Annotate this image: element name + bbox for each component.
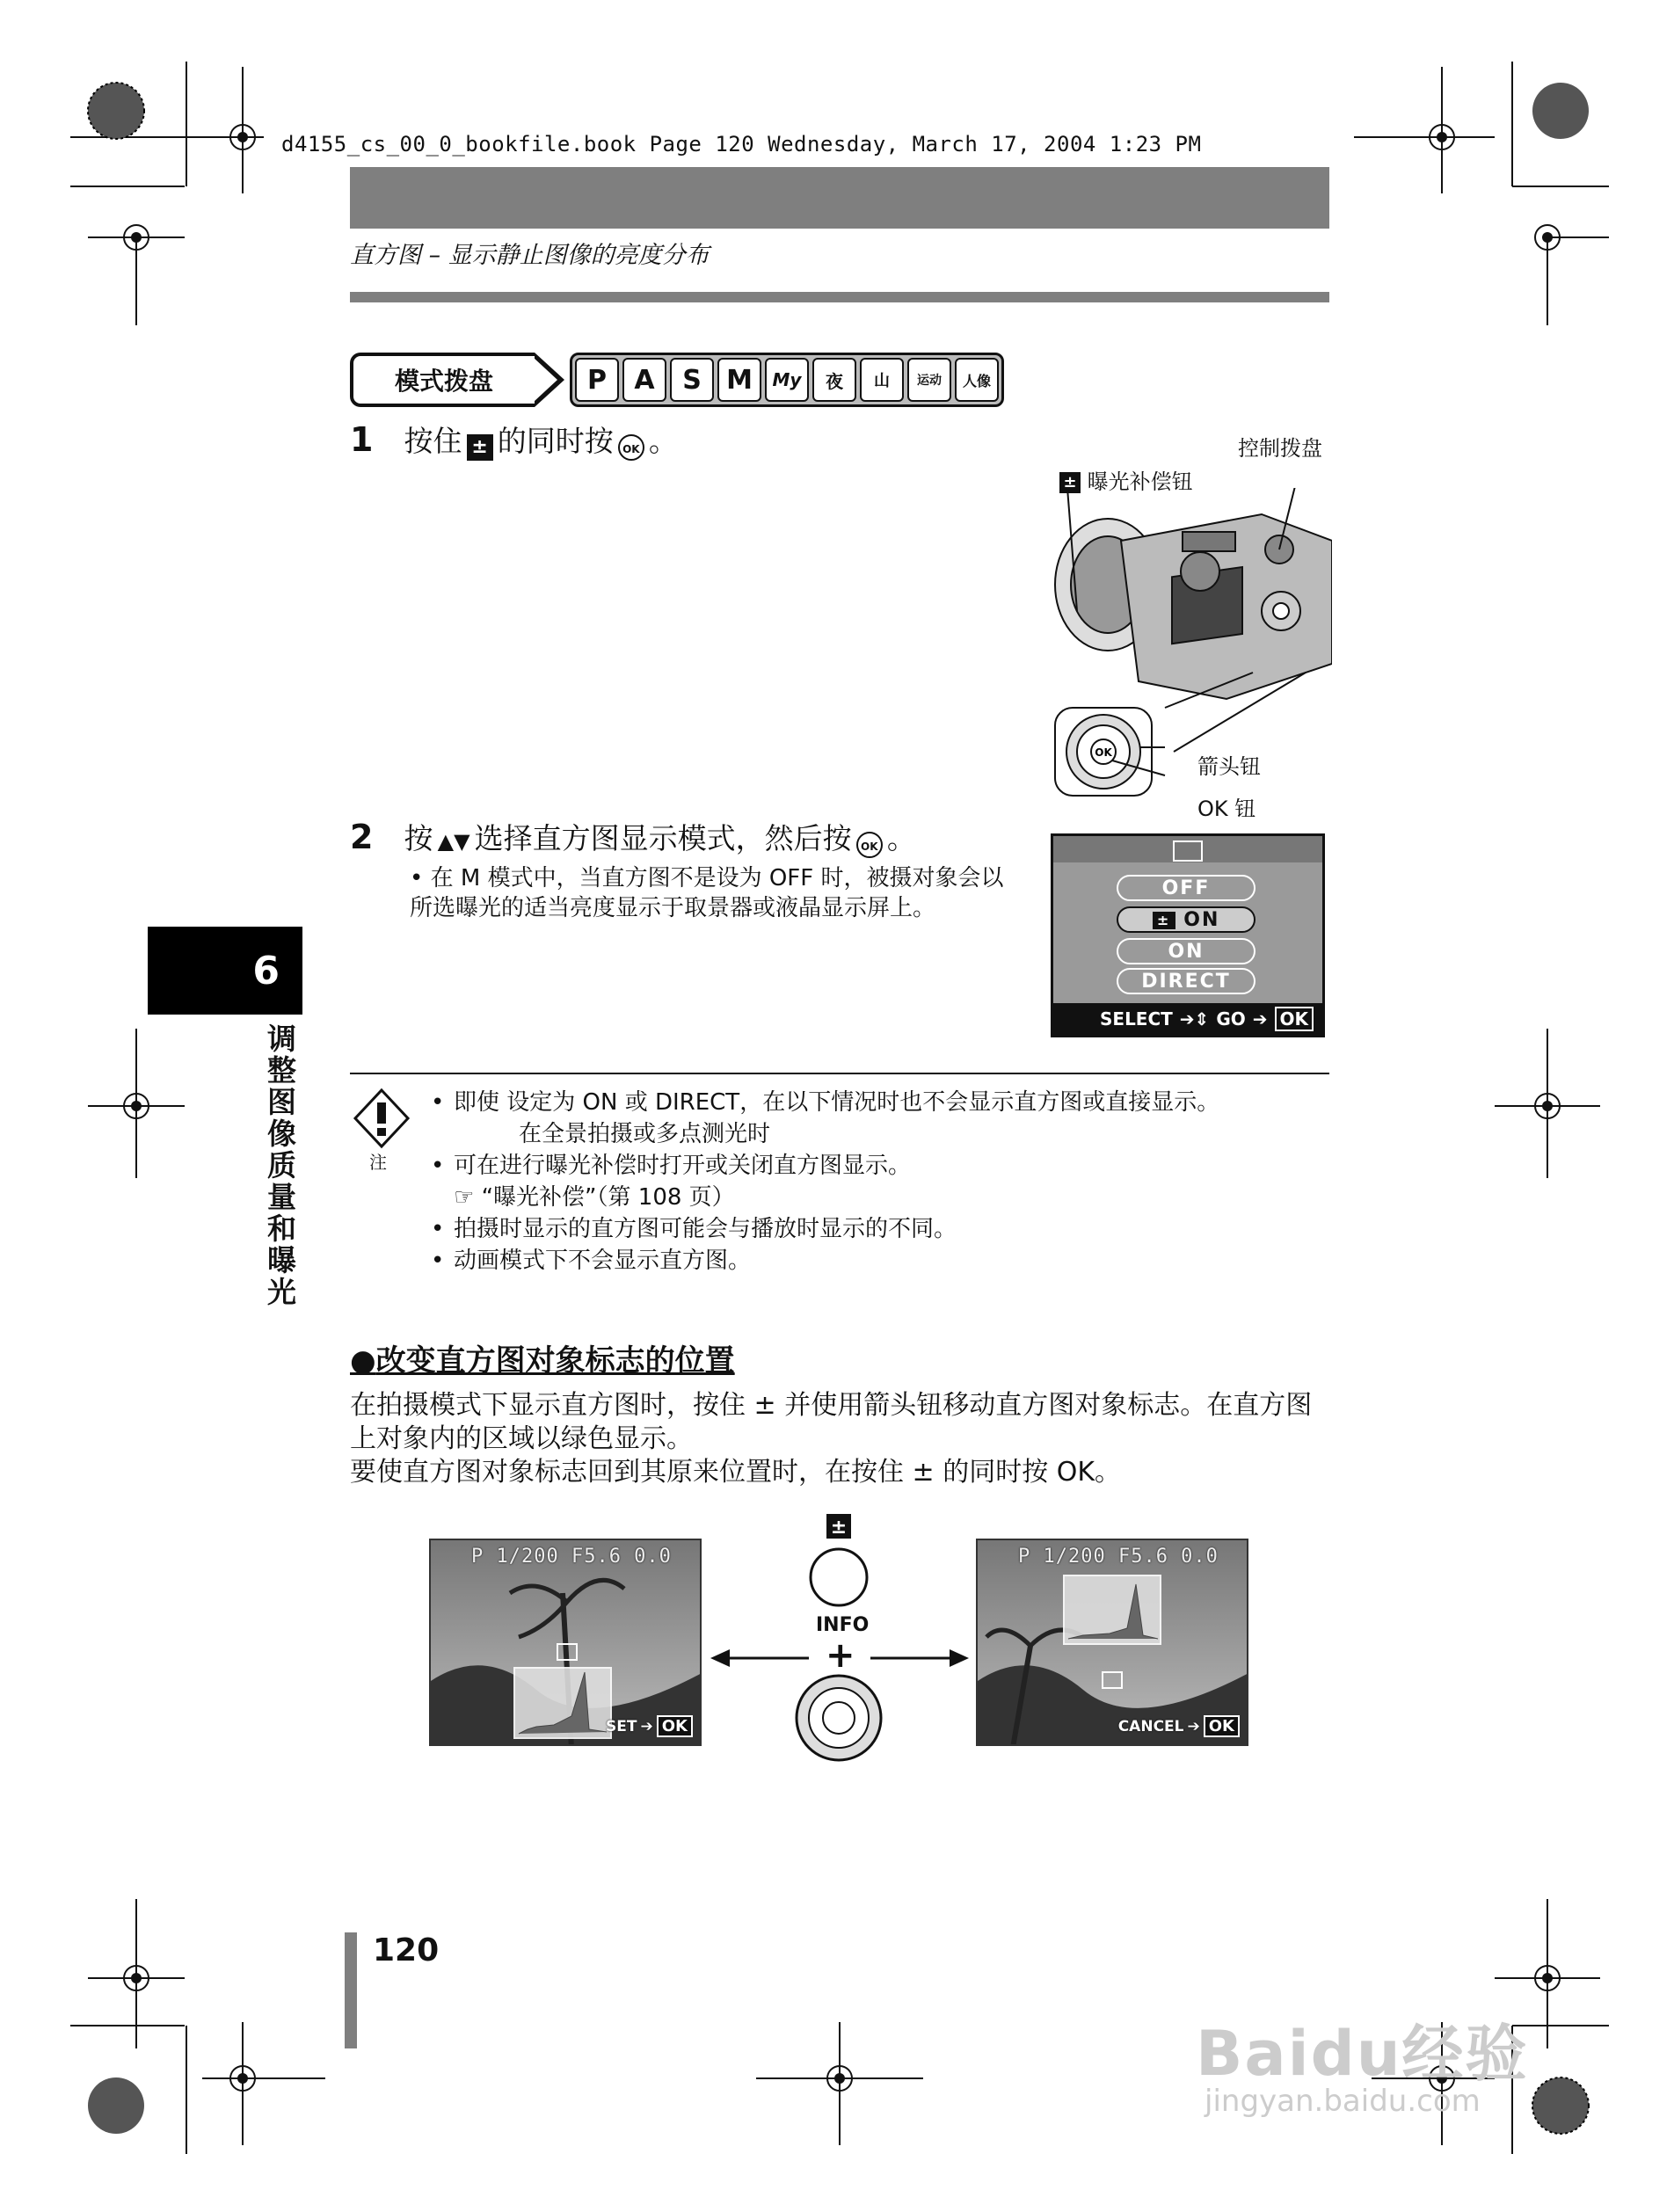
- info-label: INFO: [816, 1614, 870, 1636]
- note-reference: ☞ “曝光补偿”（第 108 页）: [454, 1184, 735, 1211]
- header-bar: [350, 167, 1329, 229]
- ok-button[interactable]: OK: [1204, 1715, 1240, 1737]
- step-2-text-c: 。: [886, 821, 916, 855]
- histogram-menu: [1051, 833, 1325, 1037]
- ok-button[interactable]: OK: [657, 1715, 693, 1737]
- step-1: [350, 418, 678, 461]
- screen-left-action: SET ➔ OK: [606, 1715, 693, 1737]
- mode-s: S: [670, 358, 714, 402]
- menu-title-bar: [1053, 836, 1322, 862]
- ok-button-label: OK 钮: [1197, 797, 1256, 821]
- watermark-brand: Baidu经验: [1196, 2018, 1529, 2090]
- go-hint: GO: [1216, 1008, 1246, 1030]
- select-hint: SELECT: [1100, 1008, 1173, 1030]
- menu-ok-button[interactable]: OK: [1275, 1007, 1314, 1031]
- step-1-text-a: 按住: [404, 424, 462, 458]
- note-item: • 可在进行曝光补偿时打开或关闭直方图显示。: [431, 1150, 1336, 1182]
- mode-sports-icon: 运动: [907, 358, 951, 402]
- chapter-title: 调整图像质量和曝光: [263, 1023, 297, 1308]
- ok-icon: OK: [618, 434, 644, 461]
- step-1-text-c: 。: [648, 424, 678, 458]
- menu-item-ev-on[interactable]: ± ON: [1117, 906, 1256, 933]
- shooting-info: P 1/200 F5.6 0.0: [1018, 1546, 1219, 1568]
- menu-item-on[interactable]: ON: [1117, 938, 1256, 964]
- mode-night-icon: 夜: [812, 358, 856, 402]
- mode-dial-bar: [350, 350, 1004, 410]
- mode-dial-label: 模式拨盘: [350, 353, 535, 407]
- screen-right-action: CANCEL ➔ OK: [1118, 1715, 1240, 1737]
- page-subtitle: 直方图 – 显示静止图像的亮度分布: [350, 242, 710, 269]
- mode-portrait-icon: 人像: [955, 358, 999, 402]
- ok-icon: OK: [856, 832, 883, 858]
- mode-landscape-icon: 山: [860, 358, 904, 402]
- file-header: d4155_cs_00_0_bookfile.book Page 120 Wednesday, March 17, 2004 1:23 PM: [281, 132, 1202, 156]
- step-2-text-b: 选择直方图显示模式，然后按: [474, 821, 852, 855]
- camera-illustration: [1042, 488, 1332, 822]
- step-2: [350, 816, 916, 858]
- svg-text:OK: OK: [1095, 746, 1112, 759]
- arrow-up-down-icon: ▲▼: [437, 829, 470, 854]
- bullet-icon: ●: [350, 1343, 376, 1379]
- divider-bar: [350, 292, 1329, 302]
- ev-button-label: ± 曝光补偿钮: [1059, 464, 1193, 495]
- step-1-number: 1: [350, 420, 374, 459]
- step-2-bullet: • 在 M 模式中，当直方图不是设为 OFF 时，被摄对象会以所选曝光的适当亮度显示于取景器或液晶显示屏上。: [410, 865, 1004, 921]
- menu-item-direct[interactable]: DIRECT: [1117, 968, 1256, 994]
- notes-divider: [350, 1073, 1329, 1074]
- screen-right: [976, 1539, 1248, 1746]
- section-heading: ●改变直方图对象标志的位置: [350, 1343, 735, 1379]
- page-number-bar: [345, 1932, 357, 2048]
- histogram-icon: [1173, 840, 1203, 862]
- menu-footer: [1053, 1003, 1322, 1035]
- mode-p: P: [575, 358, 619, 402]
- notes-list: [431, 1087, 1336, 1277]
- note-indent: 在全景拍摄或多点测光时: [519, 1121, 771, 1147]
- mode-a: A: [622, 358, 666, 402]
- step-2-text-a: 按: [404, 821, 433, 855]
- watermark-url: jingyan.baidu.com: [1205, 2084, 1481, 2119]
- arrow-button-label: 箭头钮: [1197, 754, 1261, 779]
- control-dial-label: 控制拨盘: [1238, 436, 1322, 461]
- page-number: 120: [373, 1932, 440, 1968]
- arrow-icon: ➔⇕: [1179, 1008, 1210, 1030]
- svg-text:±: ±: [830, 1517, 848, 1539]
- menu-item-off[interactable]: OFF: [1117, 875, 1256, 901]
- reference-icon: ☞: [454, 1184, 482, 1211]
- step-2-number: 2: [350, 818, 374, 856]
- exposure-comp-icon: ±: [467, 434, 493, 461]
- mode-m: M: [717, 358, 761, 402]
- note-item: • 拍摄时显示的直方图可能会与播放时显示的不同。: [431, 1213, 1336, 1245]
- mode-my-icon: My: [765, 358, 809, 402]
- note-item: • 动画模式下不会显示直方图。: [431, 1245, 1336, 1277]
- section-paragraph: 在拍摄模式下显示直方图时，按住 ± 并使用箭头钮移动直方图对象标志。在直方图上对象内的区域以绿色显示。 要使直方图对象标志回到其原来位置时，在按住 ± 的同时按 OK。: [350, 1390, 1313, 1488]
- screen-left: [429, 1539, 702, 1746]
- plus-sign: +: [826, 1635, 855, 1676]
- note-label: 注: [369, 1152, 387, 1173]
- exposure-comp-icon: ±: [1059, 472, 1081, 493]
- chapter-tab: 6: [148, 927, 302, 1015]
- arrow-icon: ➔: [1252, 1008, 1268, 1030]
- shooting-info: P 1/200 F5.6 0.0: [471, 1546, 672, 1568]
- step-1-text-b: 的同时按: [497, 424, 614, 458]
- note-item: • 即使 设定为 ON 或 DIRECT，在以下情况时也不会显示直方图或直接显示。: [431, 1087, 1336, 1118]
